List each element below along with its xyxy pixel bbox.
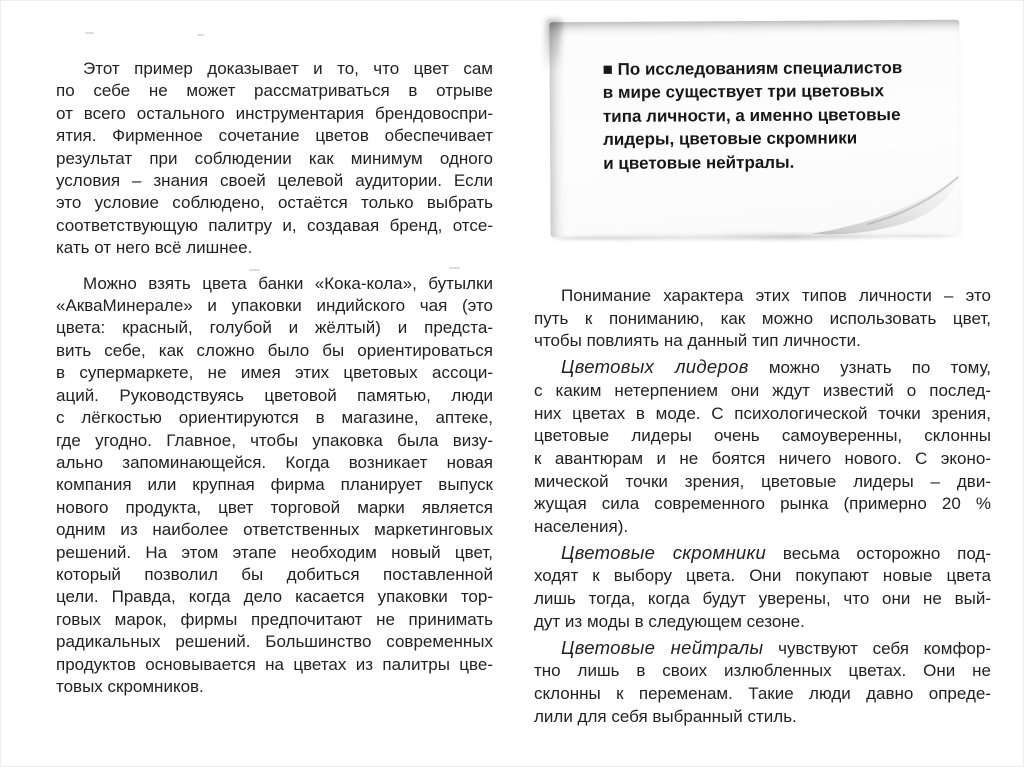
text-line: жущая сила современного рынка (примерно 20 % — [534, 494, 991, 514]
text-line: ально запоминающейся. Когда возникает новая — [56, 452, 493, 472]
italic-lead-phrase: Цветовых лидеров — [561, 356, 749, 378]
text-line: ходят к выбору цвета. Они покупают новые цвета — [534, 566, 991, 586]
text-line: соответствующую палитру и, создавая бренд, отсе- — [56, 215, 493, 235]
left-paragraph-2 — [56, 273, 493, 699]
text-line: вить себе, как сложно было бы ориентироваться — [56, 340, 493, 360]
text-line: типа личности, а именно цветовые — [602, 104, 901, 126]
text-line: цветовые лидеры очень самоуверенны, склонны — [534, 426, 991, 446]
text-line: и цветовые нейтралы. — [603, 152, 795, 173]
text-line: товых скромников. — [56, 676, 204, 696]
scan-artifact — [249, 269, 260, 271]
text-line: Цветовых лидеров можно узнать по тому, — [561, 356, 992, 378]
right-page — [534, 285, 991, 728]
text-line: дут из моды в следующем сезоне. — [534, 611, 805, 631]
text-line: Цветовые скромники весьма осторожно под- — [561, 541, 991, 563]
text-line: путь к пониманию, как можно использовать цвет, — [534, 308, 991, 328]
text-line: кать от него всё лишнее. — [56, 238, 253, 258]
text-line: компания или крупная фирма планирует выпуск — [56, 475, 493, 495]
text-line: аций. Руководствуясь цветовой памятью, люди — [56, 385, 493, 405]
text-line: в супермаркете, не имея этих цветовых ассоци- — [56, 363, 493, 383]
text-line: с лёгкостью ориентируются в магазине, аптеке, — [56, 408, 493, 428]
left-page — [56, 58, 493, 698]
text-line: лили для себя выбранный стиль. — [534, 706, 797, 726]
left-paragraph-1 — [56, 58, 493, 260]
text-line: условия – знания своей целевой аудитории. Если — [56, 171, 493, 191]
right-paragraph-1 — [534, 285, 991, 353]
text-line: «АкваМинерале» и упаковки индийского чая (это — [56, 296, 493, 316]
text-line: Этот пример доказывает и то, что цвет сам — [83, 59, 493, 78]
text-line: лишь тогда, когда будут уверены, что они не вый- — [534, 589, 991, 609]
text-line: одним из наиболее ответственных маркетинговых — [56, 520, 493, 540]
page-curl-icon — [809, 171, 964, 244]
text-line: где угодно. Главное, чтобы упаковка была визу- — [56, 430, 493, 450]
text-line: мической точки зрения, цветовые лидеры – дви- — [534, 471, 991, 491]
text-line: чтобы повлиять на данный тип личности. — [534, 331, 861, 351]
text-line: Можно взять цвета банки «Кока-кола», бутылки — [83, 273, 493, 293]
text-line: к авантюрам и не боятся ничего нового. С эконо- — [534, 448, 991, 468]
text-line: лидеры, цветовые скромники — [603, 128, 858, 150]
text-line: продуктов основывается на цветах из палитры цве- — [56, 654, 493, 674]
text-line: Цветовые нейтралы чувствуют себя комфор- — [561, 636, 992, 658]
text-line: ятия. Фирменное сочетание цветов обеспечивает — [56, 126, 493, 146]
text-line: них цветах в моде. С психологической точки зрения, — [534, 403, 991, 423]
text-line: тно лишь в своих излюбленных цветах. Они не — [534, 661, 991, 681]
scan-artifact — [197, 34, 204, 36]
text-line: с каким нетерпением они ждут известий о послед- — [534, 380, 991, 400]
italic-lead-phrase: Цветовые скромники — [561, 541, 767, 563]
pull-quote-text — [603, 56, 937, 175]
right-paragraph-3 — [534, 542, 991, 634]
text-line: который позволил бы добиться поставленной — [56, 564, 493, 584]
text-line: склонны к переменам. Такие люди давно опреде- — [534, 683, 991, 703]
italic-lead-phrase: Цветовые нейтралы — [561, 636, 764, 658]
text-line: это условие соблюдено, остаётся только выбрать — [56, 193, 493, 213]
text-line: нового продукта, цвет торговой марки является — [56, 497, 493, 517]
text-line: Понимание характера этих типов личности – это — [561, 286, 991, 305]
text-line: результат при соблюдении как минимум одного — [56, 148, 493, 168]
text-line: населения). — [534, 517, 629, 537]
scan-artifact — [449, 267, 460, 269]
text-line: по себе не может рассматриваться в отрыве — [56, 81, 493, 101]
right-paragraph-4 — [534, 637, 991, 729]
text-line: решений. На этом этапе необходим новый цвет, — [56, 542, 493, 562]
pull-quote-note — [549, 20, 960, 238]
text-line: говых марок, фирмы предпочитают не принимать — [56, 609, 493, 629]
text-line: цвета: красный, голубой и жёлтый) и предста- — [56, 318, 493, 338]
text-line: цели. Правда, когда дело касается упаковки тор- — [56, 587, 493, 607]
text-line: ■ По исследованиям специалистов — [602, 58, 903, 79]
text-line: от всего остального инструментария брендовоспри- — [56, 103, 493, 123]
text-line: в мире существует три цветовых — [602, 81, 885, 103]
text-line: радикальных решений. Большинство современных — [56, 632, 493, 652]
scan-artifact — [85, 32, 94, 34]
right-paragraph-2 — [534, 356, 991, 539]
